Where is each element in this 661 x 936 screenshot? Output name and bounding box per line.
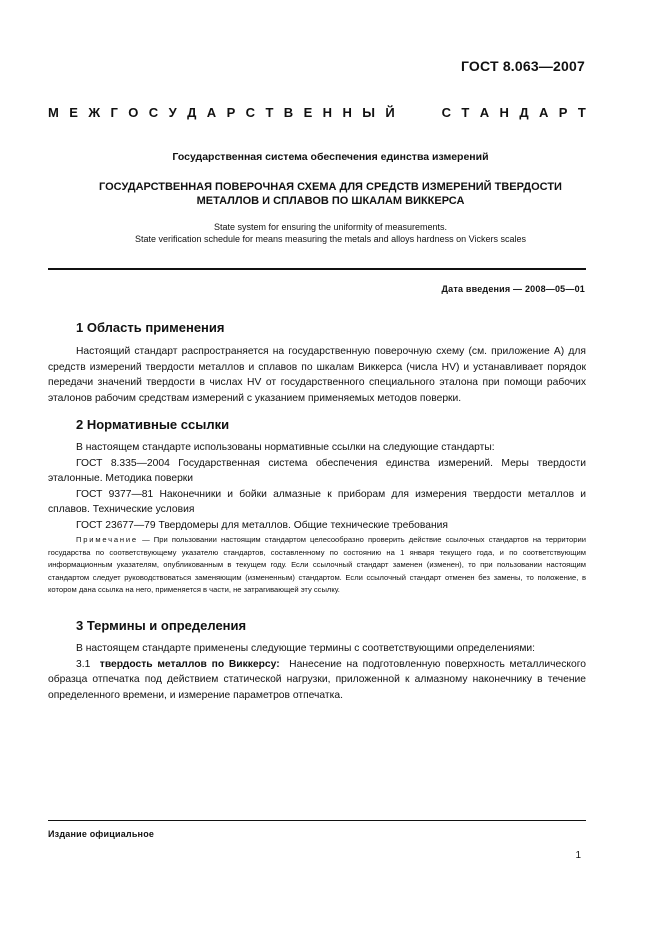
- normative-reference: ГОСТ 23677—79 Твердомеры для металлов. Общие технические требования: [76, 519, 448, 531]
- section-2-note: [48, 534, 586, 597]
- english-title-line-2: State verification schedule for means measuring the metals and alloys hardness on Vickers scales: [134, 234, 527, 244]
- edition-label: Издание официальное: [48, 829, 155, 839]
- banner-letter: Г: [110, 105, 118, 120]
- banner-letter: А: [479, 105, 490, 120]
- normative-reference: ГОСТ 9377—81 Наконечники и бойки алмазные к приборам для измерения твердости металлов и сплавов. Технические условия: [48, 488, 586, 516]
- banner-letter: А: [538, 105, 549, 120]
- note-label: Примечание: [76, 535, 138, 544]
- banner-letter: С: [245, 105, 256, 120]
- term-name: твердость металлов по Виккерсу:: [99, 658, 280, 670]
- term-definition-text: Нанесение на подготовленную поверхность металлического образца отпечатка под действием статической нагрузки, приложенной к алмазному наконечнику в течение определенного времени, и измерение параметров отпечатка.: [48, 658, 586, 701]
- banner-word-gap: [405, 105, 431, 120]
- banner-letter: У: [168, 105, 177, 120]
- page-number: 1: [575, 850, 581, 861]
- term-definition: [48, 657, 586, 704]
- banner-letter: Е: [303, 105, 313, 120]
- banner-letter: В: [283, 105, 294, 120]
- banner-letter: Д: [519, 105, 529, 120]
- banner-letter: Д: [187, 105, 197, 120]
- banner-letter: Н: [322, 105, 333, 120]
- banner-letter: Е: [69, 105, 78, 120]
- banner-letter: С: [148, 105, 159, 120]
- standard-series-title: Государственная система обеспечения единства измерений: [172, 151, 489, 163]
- section-3-intro: В настоящем стандарте применены следующие термины с соответствующими определениями:: [76, 643, 536, 654]
- banner-letter: Ж: [88, 105, 101, 120]
- banner-letter: А: [206, 105, 217, 120]
- section-1-paragraph: Настоящий стандарт распространяется на государственную поверочную схему (см. приложение А) для средств измерений твердости металлов и сплавов по шкалам Виккерса (числа HV) и устанавливает порядок передачи значений твердости в числах HV от государственного специального эталона при помощи рабочих эталонов рабочим средствам измерений с указанием применяемых методов поверки.: [48, 346, 586, 404]
- banner-letter: Й: [385, 105, 395, 120]
- banner-letter: М: [48, 105, 59, 120]
- section-2-body: [48, 440, 586, 534]
- section-2-intro: В настоящем стандарте использованы нормативные ссылки на следующие стандарты:: [76, 442, 495, 453]
- section-1-body: [48, 344, 586, 406]
- footer-divider: [48, 820, 586, 821]
- section-1-heading: 1 Область применения: [76, 320, 225, 335]
- english-title: [40, 221, 621, 245]
- note-text: — При пользовании настоящим стандартом целесообразно проверить действие ссылочных стандартов на территории государства по соответствующему указателю стандартов, составленному по состоянию на 1 января текущего года, и по соответствующим информационным указателям, опубликованным в текущем году. Если ссылочный стандарт заменен (изменен), то при пользовании настоящим стандартом следует руководствоваться заменяющим (измененным) стандартом. Если ссылочный стандарт отменен без замены, то положение, в котором дана ссылка на него, применяется в части, не затрагивающей эту ссылку.: [48, 535, 586, 594]
- banner-letter: Н: [499, 105, 509, 120]
- normative-reference: ГОСТ 8.335—2004 Государственная система обеспечения единства измерений. Меры твердости эталонные. Методика поверки: [48, 457, 586, 485]
- banner-letter: Т: [265, 105, 274, 120]
- standard-title: [40, 180, 621, 208]
- term-number: 3.1: [76, 658, 91, 670]
- document-code: ГОСТ 8.063—2007: [460, 58, 585, 74]
- banner-letter: О: [128, 105, 139, 120]
- banner-letter: Р: [226, 105, 236, 120]
- english-title-line-1: State system for ensuring the uniformity of measurements.: [213, 222, 448, 232]
- title-line-2: МЕТАЛЛОВ И СПЛАВОВ ПО ШКАЛАМ ВИККЕРСА: [196, 195, 465, 207]
- section-3-body: [48, 641, 586, 703]
- section-3-heading: 3 Термины и определения: [76, 618, 247, 633]
- banner-letter: С: [441, 105, 451, 120]
- section-2-heading: 2 Нормативные ссылки: [76, 417, 230, 432]
- introduction-date: Дата введения — 2008—05—01: [441, 284, 585, 294]
- banner-letter: Н: [342, 105, 352, 120]
- header-divider: [48, 268, 586, 270]
- banner-letter: Ы: [362, 105, 375, 120]
- banner-letter: Т: [461, 105, 470, 120]
- standard-type-banner: [48, 105, 586, 120]
- banner-letter: Р: [558, 105, 568, 120]
- title-line-1: ГОСУДАРСТВЕННАЯ ПОВЕРОЧНАЯ СХЕМА ДЛЯ СРЕДСТВ ИЗМЕРЕНИЙ ТВЕРДОСТИ: [99, 181, 562, 193]
- banner-letter: Т: [577, 105, 586, 120]
